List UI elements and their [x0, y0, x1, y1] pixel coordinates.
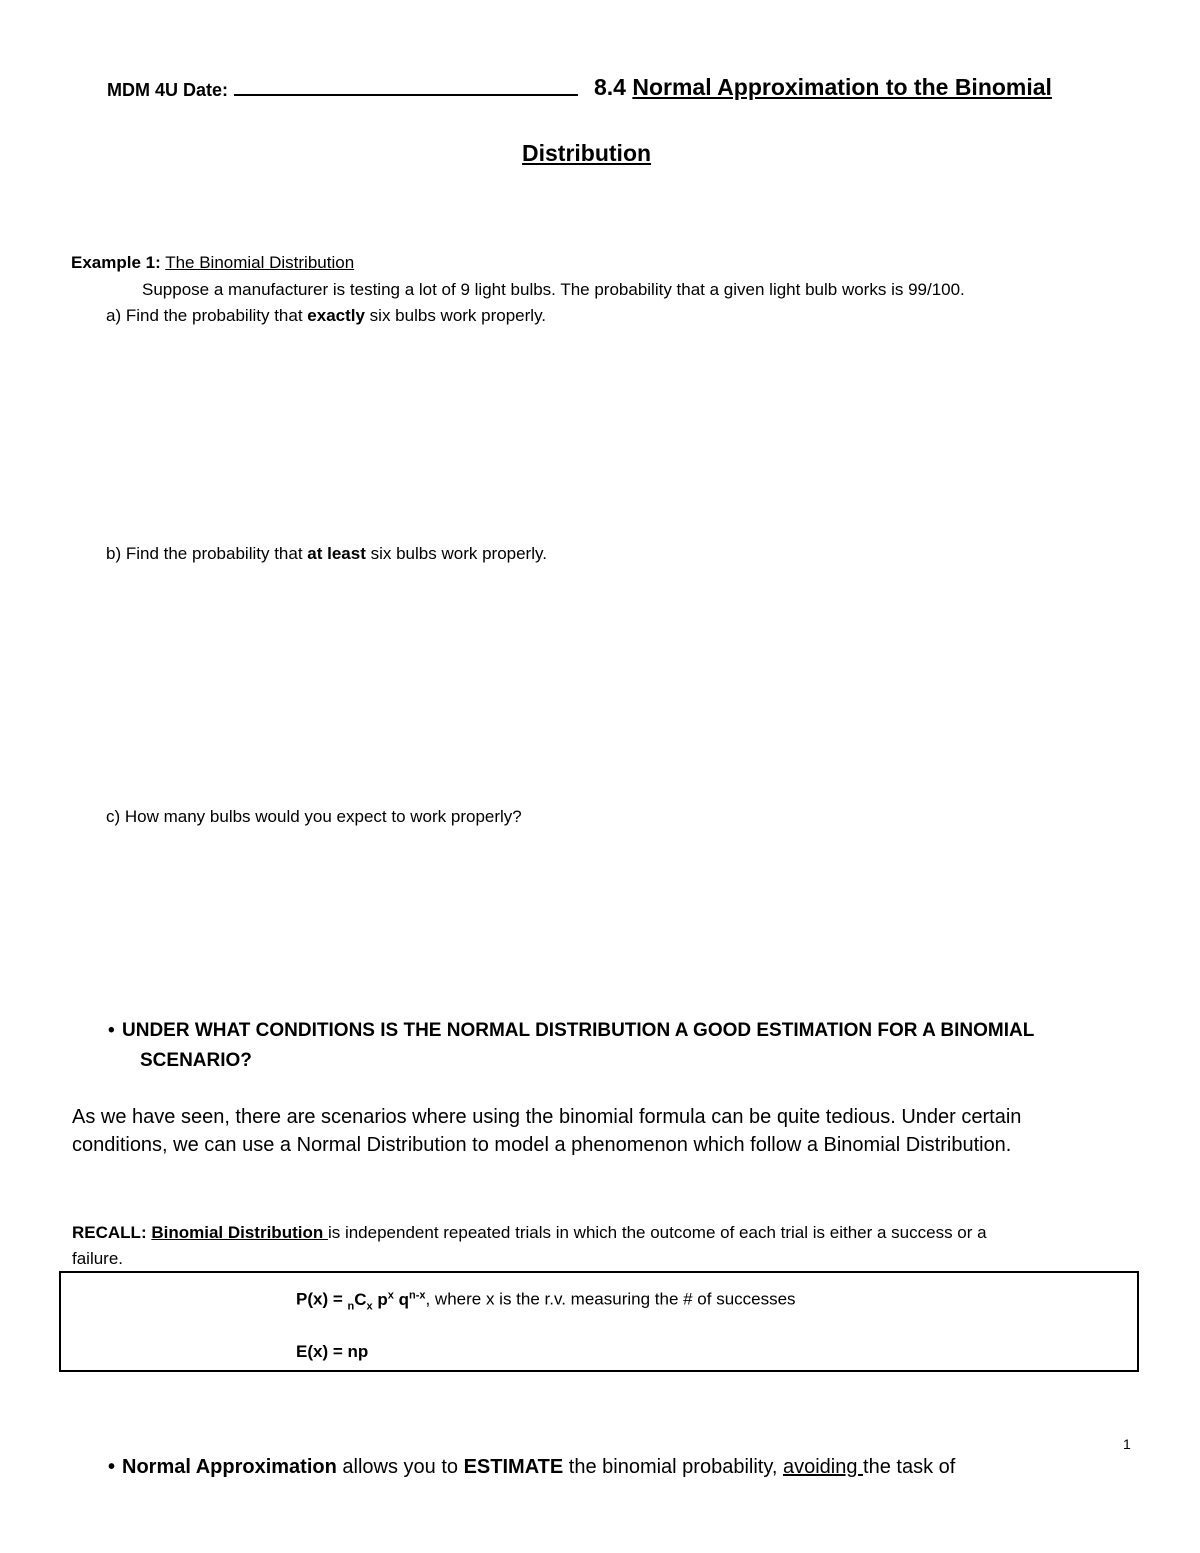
normal-approx-text-2: the binomial probability, — [563, 1456, 783, 1478]
example-title: The Binomial Distribution — [165, 253, 355, 272]
formula-sup-x: x — [387, 1289, 394, 1301]
lesson-number: 8.4 — [594, 74, 626, 100]
formula-q: q — [393, 1289, 409, 1309]
formula-sub-x: x — [366, 1300, 373, 1313]
question-b-emphasis: at least — [307, 544, 366, 563]
date-blank-line — [234, 78, 578, 96]
formula-box — [59, 1271, 1139, 1372]
bullet-icon: • — [108, 1020, 115, 1041]
expectation-formula: E(x) = np — [296, 1342, 369, 1361]
formula-p: p — [372, 1289, 388, 1309]
normal-approx-estimate: ESTIMATE — [463, 1456, 564, 1478]
question-b-suffix: six bulbs work properly. — [365, 544, 547, 563]
example-prompt: Suppose a manufacturer is testing a lot of 9 light bulbs. The probability that a given light bulb works is 99/100. — [142, 280, 965, 299]
course-date-label: MDM 4U Date: — [107, 80, 229, 100]
question-a — [106, 306, 546, 326]
formula-sub-n: n — [347, 1300, 355, 1313]
binomial-formula — [296, 1289, 796, 1312]
formula-lhs: P(x) = — [296, 1289, 348, 1309]
conditions-line-1: UNDER WHAT CONDITIONS IS THE NORMAL DISTRIBUTION A GOOD ESTIMATION FOR A BINOMIAL — [122, 1020, 1035, 1041]
header-row — [107, 78, 578, 101]
conditions-line-2: SCENARIO? — [140, 1050, 252, 1071]
question-a-suffix: six bulbs work properly. — [364, 306, 547, 325]
recall-definition: is independent repeated trials in which the outcome of each trial is either a success or a — [327, 1223, 987, 1242]
example-label: Example 1: — [71, 253, 161, 272]
question-a-emphasis: exactly — [307, 306, 365, 325]
formula-sup-nx: n-x — [408, 1289, 426, 1301]
intro-line-2: conditions, we can use a Normal Distribution to model a phenomenon which follow a Binomial Distribution. — [72, 1134, 1012, 1156]
normal-approx-avoiding: avoiding — [782, 1456, 864, 1478]
normal-approx-term: Normal Approximation — [122, 1456, 337, 1478]
question-a-prefix: a) Find the probability that — [106, 306, 308, 325]
question-c: c) How many bulbs would you expect to work properly? — [106, 807, 522, 826]
question-b-prefix: b) Find the probability that — [106, 544, 308, 563]
title-line-1: Normal Approximation to the Binomial — [632, 74, 1052, 100]
page-number: 1 — [1123, 1436, 1131, 1452]
formula-description: , where x is the r.v. measuring the # of successes — [425, 1289, 796, 1309]
normal-approx-text-3: the task of — [863, 1456, 956, 1478]
example-1-heading — [71, 253, 354, 273]
bullet-icon: • — [108, 1456, 116, 1478]
recall-line-1 — [72, 1223, 987, 1243]
formula-c: C — [354, 1289, 367, 1309]
title-line-2: Distribution — [522, 140, 652, 166]
recall-term: Binomial Distribution — [151, 1223, 328, 1242]
question-b — [106, 544, 547, 564]
normal-approx-line — [108, 1456, 955, 1479]
normal-approx-text-1: allows you to — [336, 1456, 464, 1478]
conditions-heading — [108, 1020, 1034, 1042]
recall-line-2: failure. — [72, 1249, 124, 1268]
intro-line-1: As we have seen, there are scenarios where using the binomial formula can be quite tedious. Under certain — [72, 1106, 1022, 1128]
page-title — [594, 74, 1052, 101]
recall-label: RECALL: — [72, 1223, 147, 1242]
